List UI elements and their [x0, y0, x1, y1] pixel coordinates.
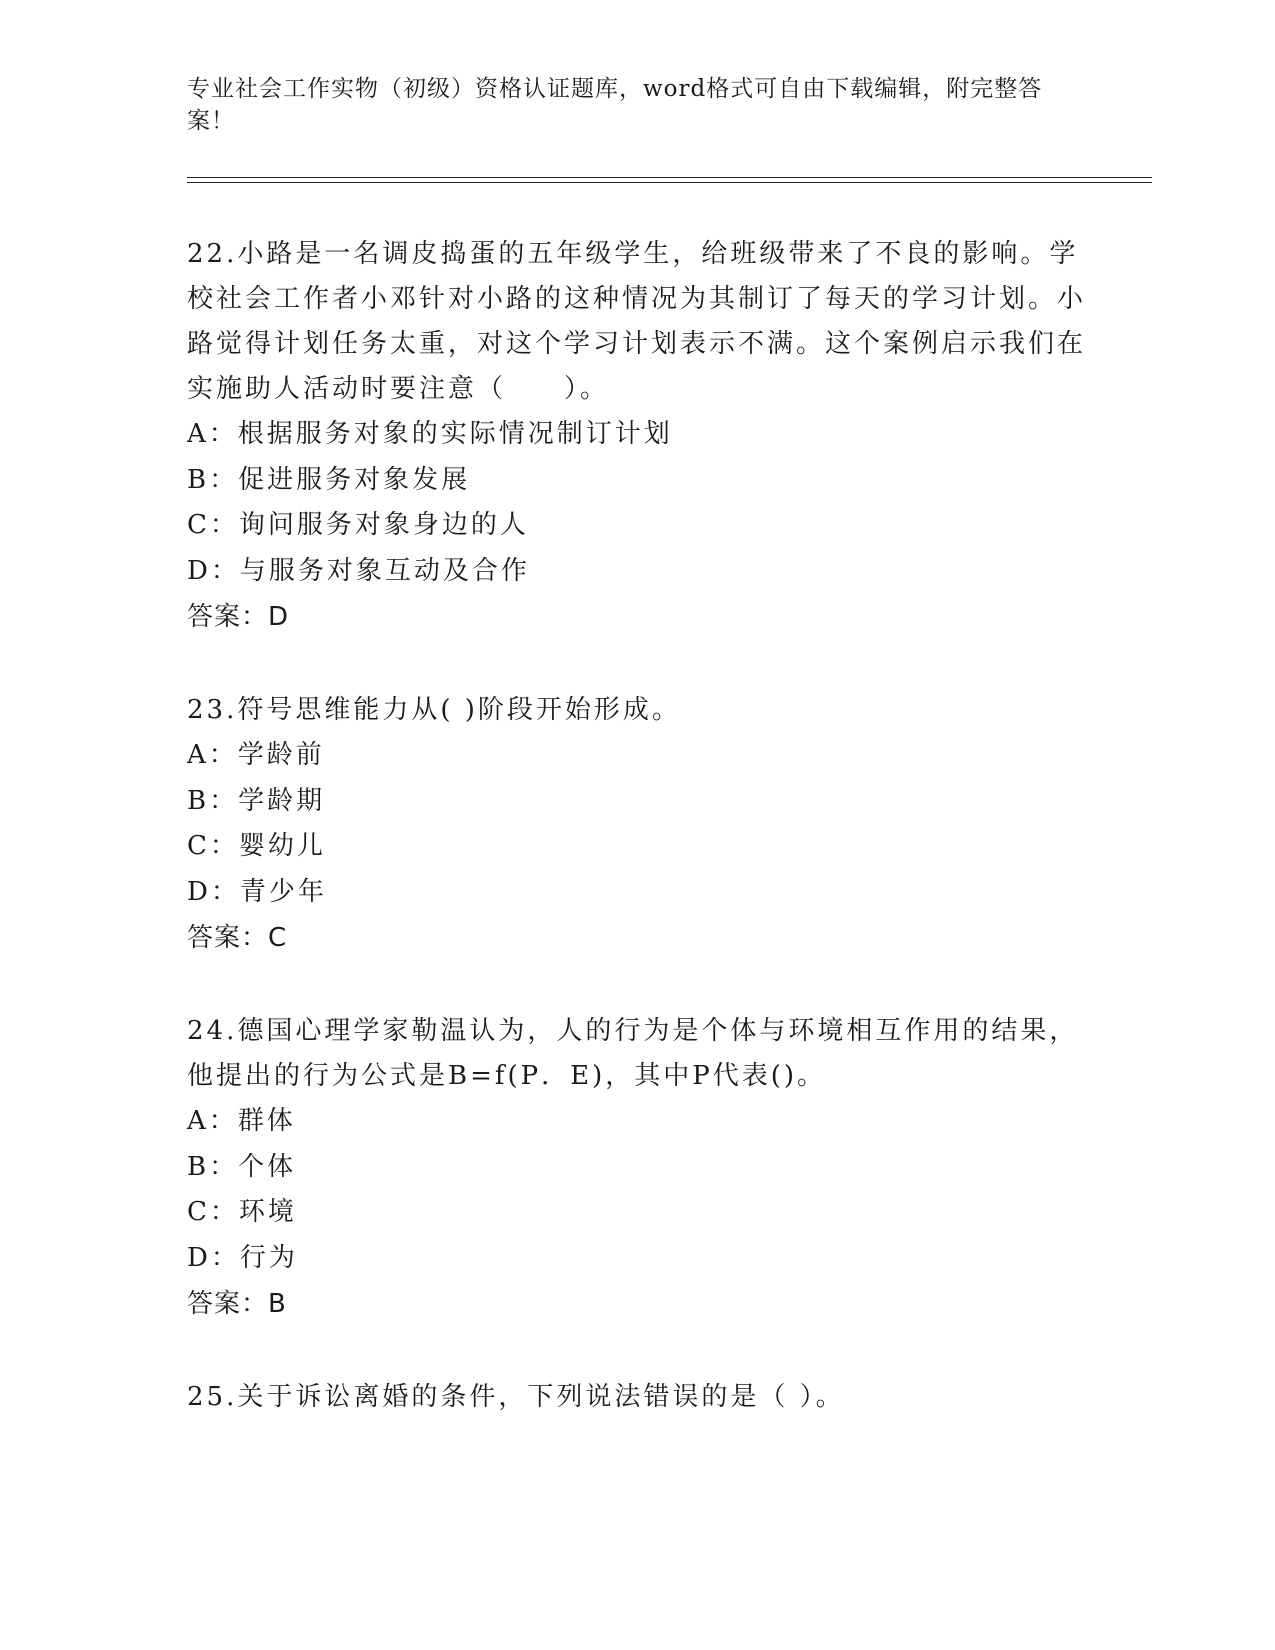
- option-c: C：环境: [187, 1197, 297, 1227]
- option-d: D：行为: [187, 1242, 298, 1273]
- option-d: D：青少年: [187, 876, 327, 907]
- question-list: [187, 232, 1087, 1468]
- question-22: [187, 232, 1087, 640]
- option-c: C：询问服务对象身边的人: [187, 510, 529, 540]
- question-25: [187, 1375, 1087, 1420]
- option-d: D：与服务对象互动及合作: [187, 555, 530, 586]
- question-23: [187, 688, 1087, 961]
- header-rule-top: [187, 177, 1152, 178]
- question-stem: 25.关于诉讼离婚的条件，下列说法错误的是（ ）。: [187, 1382, 845, 1412]
- option-a: A：群体: [187, 1106, 296, 1136]
- option-c: C：婴幼儿: [187, 831, 326, 861]
- question-24: [187, 1009, 1087, 1327]
- header-rule-bottom: [187, 182, 1152, 183]
- option-a: A：学龄前: [187, 740, 325, 770]
- document-header: 专业社会工作实物（初级）资格认证题库，word格式可自由下载编辑，附完整答案！: [187, 76, 1043, 134]
- question-stem: 24.德国心理学家勒温认为，人的行为是个体与环境相互作用的结果，他提出的行为公式是B=f(P．E)，其中P代表()。: [187, 1016, 1079, 1091]
- answer-line: 答案：D: [187, 602, 290, 632]
- answer-line: 答案：B: [187, 1289, 287, 1319]
- option-b: B：个体: [187, 1151, 297, 1182]
- question-stem: 23.符号思维能力从( )阶段开始形成。: [187, 695, 681, 725]
- option-b: B：促进服务对象发展: [187, 464, 471, 495]
- answer-line: 答案：C: [187, 923, 288, 953]
- option-b: B：学龄期: [187, 785, 326, 816]
- question-stem: 22.小路是一名调皮捣蛋的五年级学生，给班级带来了不良的影响。学校社会工作者小邓针对小路的这种情况为其制订了每天的学习计划。小路觉得计划任务太重，对这个学习计划表示不满。这个案例启示我们在实施助人活动时要注意（ ）。: [187, 239, 1087, 404]
- option-a: A：根据服务对象的实际情况制订计划: [187, 419, 673, 449]
